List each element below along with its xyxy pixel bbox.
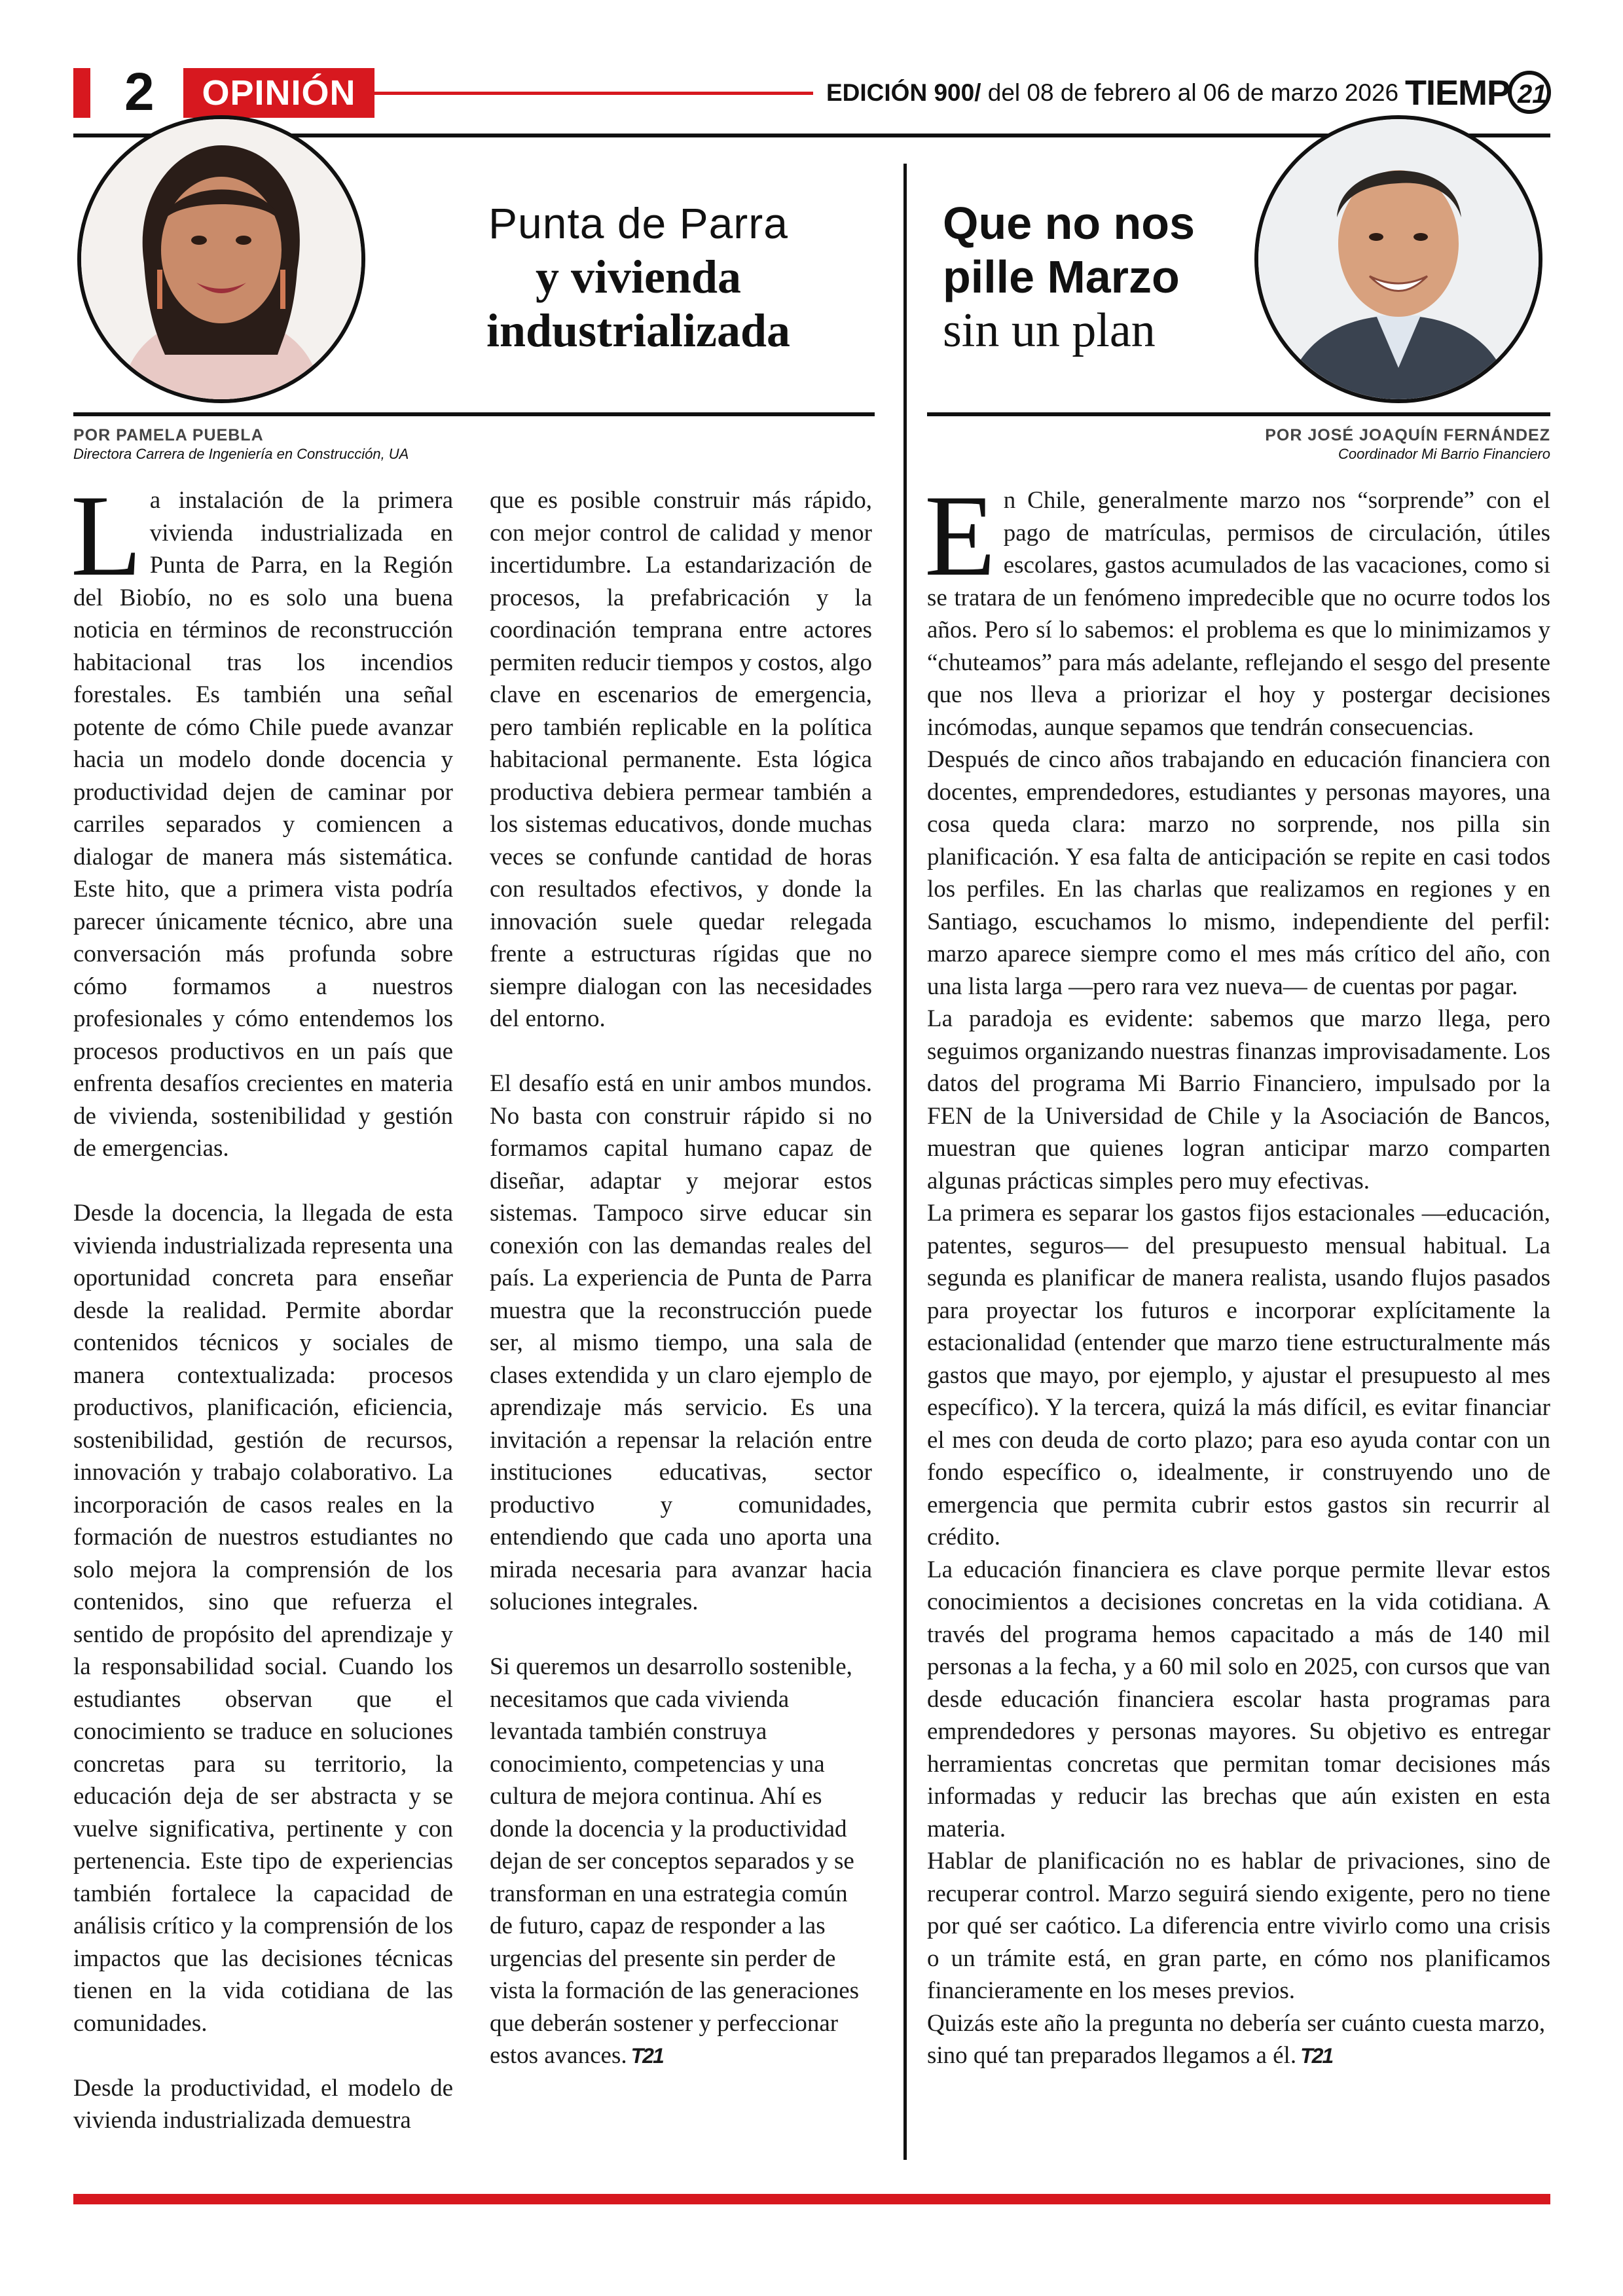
- right-title-line-2: pille Marzo: [943, 251, 1180, 302]
- left-article-title: [412, 196, 864, 357]
- end-mark-logo: T21: [630, 2044, 663, 2068]
- paragraph: Después de cinco años trabajando en educación financiera con docentes, emprendedores, estudiantes y personas mayores, una cosa queda clara: marzo no sorprende, nos pilla sin planificación. Y esa falta de anticipación se repite en casi todos los perfiles. En las charlas que realizamos en regiones y en Santiago, escuchamos lo mismo, independiente del perfil: marzo aparece siempre como el mes más crítico del año, con una lista larga —pero rara vez nueva— de cuentas por pagar.: [927, 746, 1550, 1000]
- right-title-line-3: sin un plan: [943, 304, 1156, 357]
- paragraph: La primera es separar los gastos fijos estacionales —educación, patentes, seguros— del presupuesto mensual habitual. La segunda es planificar de manera realista, usando flujos pasados para proyectar los futuros e incorporar explícitamente la estacionalidad (entender que marzo tiene estructuralmente más gastos que mayo, por ejemplo, y ajustar el presupuesto al mes específico). Y la tercera, quizá la más difícil, es evitar financiar el mes con deuda de corto plazo; para eso ayuda contar con un fondo específico o, idealmente, ir construyendo uno de emergencia que permita cubrir estos gastos sin recurrir al crédito.: [927, 1200, 1550, 1551]
- paragraph: [927, 2007, 1550, 2073]
- paragraph-text: a instalación de la primera vivienda industrializada en Punta de Parra, en la Región del Biobío, no es solo una buena noticia en términos de reconstrucción habitacional tras los incendios forestales. Es también una señal potente de cómo Chile puede avanzar hacia un modelo donde docencia y productividad dejen de caminar por carriles separados y comiencen a dialogar de manera más sistemática. Este hito, que a primera vista podría parecer únicamente técnico, abre una conversación más profunda sobre cómo formamos a nuestros profesionales y cómo entendemos los procesos productivos en un país que enfrenta desafíos crecientes en materia de vivienda, sostenibilidad y gestión de emergencias.: [73, 487, 453, 1162]
- edition-dates: del 08 de febrero al 06 de marzo 2026: [981, 79, 1399, 106]
- left-article-column-1: [71, 471, 453, 2137]
- left-article-column-2: [490, 484, 872, 2073]
- paragraph: El desafío está en unir ambos mundos. No basta con construir rápido si no formamos capital humano capaz de diseñar, adaptar y mejorar estos sistemas. Tampoco sirve educar sin conexión con las demandas reales del país. La experiencia de Punta de Parra muestra que la reconstrucción puede ser, al mismo tiempo, una sala de clases extendida y un claro ejemplo de aprendizaje más servicio. Es una invitación a repensar la relación entre instituciones educativas, sector productivo y comunidades, entendiendo que cada uno aporta una mirada necesaria para avanzar hacia soluciones integrales.: [490, 1070, 872, 1615]
- left-title-line-2: y vivienda: [535, 251, 742, 303]
- paragraph-text: Quizás este año la pregunta no debería ser cuánto cuesta marzo, sino qué tan preparados llegamos a él.: [927, 2009, 1546, 2069]
- end-mark-logo: T21: [1300, 2044, 1333, 2068]
- right-title-underline: [927, 412, 1550, 416]
- author-photo-jose-joaquin-fernandez: [1254, 115, 1542, 403]
- paragraph-text: Si queremos un desarrollo sostenible, necesitamos que cada vivienda levantada también construya conocimiento, competencias y una cultura de mejora continua. Ahí es donde la docencia y la productividad dejan de ser conceptos separados y se transforman en una estrategia común de futuro, capaz de responder a las urgencias del presente sin perder de vista la formación de las generaciones que deberán sostener y perfeccionar estos avances.: [490, 1653, 860, 2069]
- right-author-role: Coordinador Mi Barrio Financiero: [1338, 446, 1550, 462]
- header-red-line: [374, 92, 813, 95]
- drop-cap: L: [71, 471, 142, 600]
- left-author-byline: POR PAMELA PUEBLA: [73, 426, 264, 444]
- right-author-byline: POR JOSÉ JOAQUÍN FERNÁNDEZ: [1265, 426, 1550, 444]
- page-number: 2: [124, 62, 155, 122]
- paragraph: [71, 471, 453, 1165]
- paragraph: La educación financiera es clave porque permite llevar estos conocimientos a decisiones concretas en la vida cotidiana. A través del programa hemos capacitado a más de 140 mil personas a la fecha, y a 60 mil solo en 2025, con cursos que van desde educación financiera escolar hasta programas para emprendedores y personas mayores. Su objetivo es entregar herramientas concretas que permitan tomar decisiones más informadas y reducir las brechas que aún existen en esta materia.: [927, 1556, 1550, 1842]
- paragraph: La paradoja es evidente: sabemos que marzo llega, pero seguimos organizando nuestras finanzas improvisadamente. Los datos del programa Mi Barrio Financiero, impulsado por la FEN de la Universidad de Chile y la Asociación de Bancos, muestran que quienes logran anticipar marzo comparten algunas prácticas simples pero muy efectivas.: [927, 1005, 1550, 1194]
- svg-text:21: 21: [1518, 80, 1547, 109]
- edition-label: EDICIÓN 900/: [826, 79, 981, 106]
- author-photo-pamela-puebla: [77, 115, 365, 403]
- tiempo21-logo: [1405, 69, 1552, 115]
- paragraph: [490, 1651, 872, 2073]
- right-article-title: [943, 196, 1244, 357]
- paragraph: Desde la productividad, el modelo de vivienda industrializada demuestra: [73, 2074, 453, 2134]
- section-label: OPINIÓN: [183, 68, 374, 118]
- paragraph: Hablar de planificación no es hablar de privaciones, sino de recuperar control. Marzo seguirá siendo exigente, pero no tiene por qué ser caótico. La diferencia entre vivirlo como una crisis o un trámite está, en gran parte, en cómo nos planificamos financieramente en los meses previos.: [927, 1848, 1550, 2004]
- column-divider: [903, 164, 907, 2160]
- footer-red-rule: [73, 2194, 1550, 2204]
- svg-text:TIEMP: TIEMP: [1405, 73, 1510, 113]
- left-title-line-1: Punta de Parra: [488, 199, 788, 247]
- page-number-accent-bar: [73, 68, 90, 118]
- drop-cap: E: [924, 471, 996, 600]
- paragraph: [924, 471, 1550, 744]
- edition-info: [826, 73, 1398, 113]
- left-author-role: Directora Carrera de Ingeniería en Construcción, UA: [73, 446, 409, 462]
- paragraph: que es posible construir más rápido, con mejor control de calidad y menor incertidumbre. La estandarización de procesos, la prefabricación y la coordinación temprana entre actores permiten reducir tiempos y costos, algo clave en escenarios de emergencia, pero también replicable en la política habitacional permanente. Esta lógica productiva debiera permear también a los sistemas educativos, donde muchas veces se confunde cantidad de horas con resultados efectivos, y donde la innovación suele quedar relegada frente a estructuras rígidas que no siempre dialogan con las necesidades del entorno.: [490, 487, 872, 1032]
- right-article-column: [924, 471, 1550, 2073]
- paragraph: Desde la docencia, la llegada de esta vivienda industrializada representa una oportunidad concreta para enseñar desde la realidad. Permite abordar contenidos técnicos y sociales de manera contextualizada: procesos productivos, planificación, eficiencia, sostenibilidad, gestión de recursos, innovación y trabajo colaborativo. La incorporación de casos reales en la formación de nuestros estudiantes no solo mejora la comprensión de los contenidos, sino que refuerza el sentido de propósito del aprendizaje y la responsabilidad social. Cuando los estudiantes observan que el conocimiento se traduce en soluciones concretas para su territorio, la educación deja de ser abstracta y se vuelve significativa, pertinente y con pertenencia. Este tipo de experiencias también fortalece la capacidad de análisis crítico y la comprensión de los impactos que las decisiones técnicas tienen en la vida cotidiana de las comunidades.: [73, 1200, 453, 2037]
- right-title-line-1: Que no nos: [943, 198, 1195, 249]
- paragraph-text: n Chile, generalmente marzo nos “sorprende” con el pago de matrículas, permisos de circulación, útiles escolares, gastos acumulados de las vacaciones, como si se tratara de un fenómeno impredecible que no ocurre todos los años. Pero sí lo sabemos: el problema es que lo minimizamos y “chuteamos” para más adelante, reflejando el sesgo del presente que nos lleva a priorizar el hoy y postergar decisiones incómodas, aunque sepamos que tendrán consecuencias.: [927, 487, 1550, 741]
- left-title-line-3: industrializada: [486, 304, 791, 357]
- left-title-underline: [73, 412, 875, 416]
